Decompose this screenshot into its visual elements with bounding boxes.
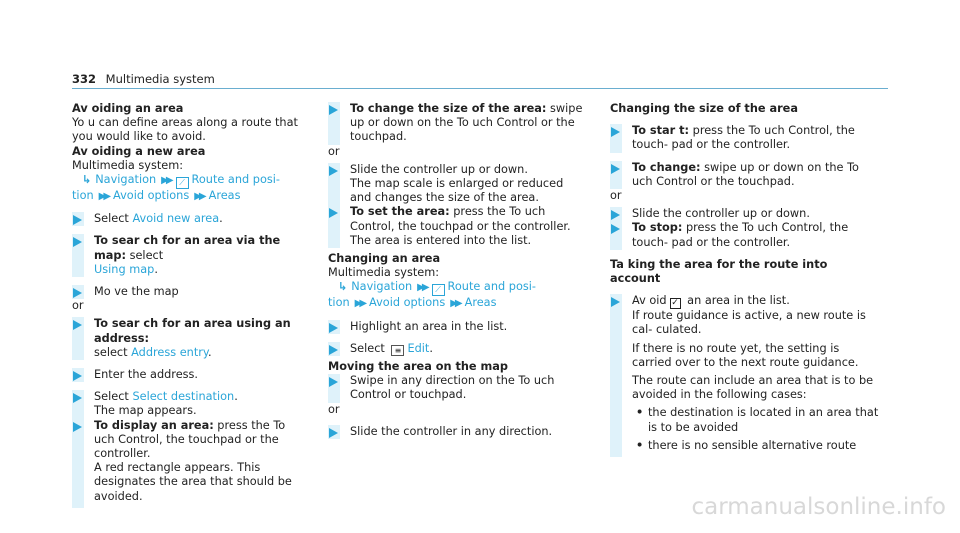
step-arrow-icon: [611, 224, 620, 234]
menu-path-cont: [72, 189, 304, 204]
chevron-double-icon: ▶▶: [354, 298, 365, 310]
step-arrow-icon: [73, 393, 82, 403]
step-move-map: [72, 285, 304, 299]
or-text: or: [328, 144, 340, 158]
step-avoid: [610, 294, 880, 457]
step-label: To sear ch for an area using an address:: [94, 317, 291, 345]
step-select-destination: [72, 390, 304, 418]
step-start: [610, 124, 880, 152]
path-arrow-icon: ↳: [82, 173, 92, 187]
step-text: Select: [94, 390, 133, 404]
path-item-navigation: Navigation: [351, 280, 413, 294]
step-text: .: [154, 262, 158, 276]
menu-path-cont: [328, 296, 586, 311]
step-text: Mo ve the map: [94, 285, 179, 299]
or-text: or: [72, 299, 84, 313]
step-text: press the To uch Control, the touch- pad or the controller.: [632, 124, 855, 152]
step-search-address: [72, 317, 304, 360]
step-arrow-icon: [611, 127, 620, 137]
section-heading: Av oiding an area: [72, 102, 184, 115]
step-text: swipe up or down on the To uch Control or the touchpad.: [350, 102, 583, 144]
path-item-route-cont: tion: [328, 296, 350, 310]
step-search-map: [72, 234, 304, 277]
column-2: [328, 102, 586, 439]
step-arrow-icon: [329, 166, 338, 176]
step-slide-any: [328, 425, 586, 439]
step-text: .: [429, 341, 433, 355]
section-heading: Changing the size of the area: [610, 102, 798, 115]
menu-link: Avoid new area: [132, 212, 220, 226]
step-arrow-icon: [611, 210, 620, 220]
step-arrow-icon: [329, 208, 338, 218]
path-item-avoid-options: Avoid options: [369, 296, 446, 310]
step-label: To change:: [632, 160, 701, 174]
watermark: carmanualsonline.info: [691, 494, 946, 520]
path-arrow-icon: ↳: [338, 280, 348, 294]
step-arrow-icon: [329, 105, 338, 115]
step-text: Slide the controller up or down.: [350, 162, 528, 176]
step-enter-address: [72, 368, 304, 382]
step-change-size: [328, 102, 586, 145]
section-heading: Ta king the area for the route into account: [610, 257, 828, 286]
step-text: Highlight an area in the list.: [350, 319, 508, 333]
chevron-double-icon: ▶▶: [450, 298, 460, 310]
section-heading: Changing an area: [328, 252, 441, 266]
path-item-areas: Areas: [208, 189, 241, 203]
step-set-area: [328, 205, 586, 248]
path-item-route: Route and posi-: [447, 280, 536, 294]
step-select-avoid: [72, 212, 304, 226]
page-header: [72, 72, 215, 86]
chevron-double-icon: ▶▶: [194, 191, 204, 203]
step-note: If there is no route yet, the setting is carried over to the next route guidance.: [632, 341, 859, 369]
step-arrow-icon: [329, 345, 338, 355]
step-text: select: [94, 345, 132, 359]
step-arrow-icon: [73, 288, 82, 298]
path-item-route: Route and posi-: [191, 173, 280, 187]
step-arrow-icon: [329, 323, 338, 333]
step-text: .: [208, 345, 212, 359]
step-label: To star t:: [632, 124, 690, 138]
checkbox-checked-icon: ✓: [671, 298, 679, 309]
step-result: The map scale is enlarged or reduced and changes the size of the area.: [350, 177, 564, 205]
step-select-edit: [328, 342, 586, 356]
step-arrow-icon: [611, 164, 620, 174]
step-arrow-icon: [73, 215, 82, 225]
section-heading: Moving the area on the map: [328, 360, 509, 374]
step-text: swipe up or down on the To uch Control or the touchpad.: [632, 160, 859, 188]
list-item: [632, 439, 880, 453]
path-item-navigation: Navigation: [95, 173, 157, 187]
chevron-double-icon: ▶▶: [98, 191, 109, 203]
list-item-text: the destination is located in an area that is to be avoided: [648, 406, 879, 434]
path-item-avoid-options: Avoid options: [113, 189, 190, 203]
step-arrow-icon: [73, 422, 82, 432]
step-text: Select: [350, 341, 389, 355]
list-item-text: there is no sensible alternative route: [648, 438, 857, 452]
or-text: or: [610, 189, 622, 203]
menu-link: Select destination: [132, 390, 235, 404]
chevron-double-icon: ▶▶: [161, 175, 171, 187]
step-arrow-icon: [73, 237, 82, 247]
list-item: [632, 406, 880, 434]
step-label: To change the size of the area:: [350, 102, 547, 115]
step-label: To sear ch for an area via the map:: [94, 234, 281, 262]
step-text: select: [126, 248, 164, 262]
step-arrow-icon: [329, 428, 338, 438]
page-header-title: Multimedia system: [105, 72, 215, 86]
system-label: Multimedia system:: [72, 158, 184, 172]
route-icon: ⟋: [432, 284, 445, 296]
bullet-icon: •: [636, 406, 644, 420]
step-text: Enter the address.: [94, 368, 199, 382]
step-swipe: [328, 374, 586, 402]
step-text: press the To uch Control, the touch- pad or the controller.: [632, 221, 849, 249]
step-text: press the To uch Control, the touchpad or the controller.: [350, 205, 571, 233]
menu-link: Address entry: [131, 345, 208, 359]
step-text: Select: [94, 212, 133, 226]
step-text: Av oid: [632, 294, 667, 308]
step-arrow-icon: [329, 377, 338, 387]
step-slide: [610, 207, 880, 221]
step-arrow-icon: [73, 320, 82, 330]
subsection-heading: Av oiding a new area: [72, 144, 206, 158]
step-arrow-icon: [611, 297, 620, 307]
step-stop: [610, 221, 880, 249]
path-item-route-cont: tion: [72, 189, 94, 203]
menu-path: [328, 280, 586, 296]
step-text: Slide the controller up or down.: [632, 207, 810, 221]
step-text: an area in the list.: [683, 294, 790, 308]
step-change: [610, 161, 880, 189]
step-highlight-area: [328, 320, 586, 334]
step-result: A red rectangle appears. This designates the area that should be avoided.: [94, 461, 292, 503]
column-1: [72, 102, 304, 508]
step-label: To display an area:: [94, 418, 214, 432]
step-text: Slide the controller in any direction.: [350, 424, 553, 438]
column-3: [610, 102, 880, 457]
step-result: The map appears.: [94, 404, 197, 418]
menu-path: [72, 173, 304, 189]
step-slide-controller: [328, 163, 586, 206]
step-label: To set the area:: [350, 205, 450, 219]
step-display-area: [72, 419, 304, 508]
step-text: Swipe in any direction on the To uch Control or touchpad.: [350, 374, 555, 402]
step-result: If route guidance is active, a new route is cal- culated.: [632, 309, 866, 337]
or-text: or: [328, 402, 340, 416]
step-result: The area is entered into the list.: [350, 233, 532, 247]
route-icon: ⟋: [176, 177, 189, 189]
intro-text: Yo u can define areas along a route that you would like to avoid.: [72, 116, 298, 144]
step-text: press the To uch Control, the touchpad or the controller.: [94, 418, 286, 461]
chevron-double-icon: ▶▶: [417, 282, 427, 294]
menu-link: Using map: [94, 262, 155, 276]
menu-link: Edit: [407, 341, 430, 355]
step-arrow-icon: [73, 371, 82, 381]
step-text: .: [219, 212, 223, 226]
system-label: Multimedia system:: [328, 266, 440, 280]
step-note: The route can include an area that is to be avoided in the following cases:: [632, 374, 874, 402]
bullet-icon: •: [636, 438, 644, 452]
page-number: 332: [72, 72, 97, 86]
step-text: .: [234, 390, 238, 404]
edit-list-icon: ≡: [391, 345, 404, 356]
path-item-areas: Areas: [464, 296, 497, 310]
header-divider: [72, 88, 888, 89]
step-label: To stop:: [632, 221, 683, 235]
